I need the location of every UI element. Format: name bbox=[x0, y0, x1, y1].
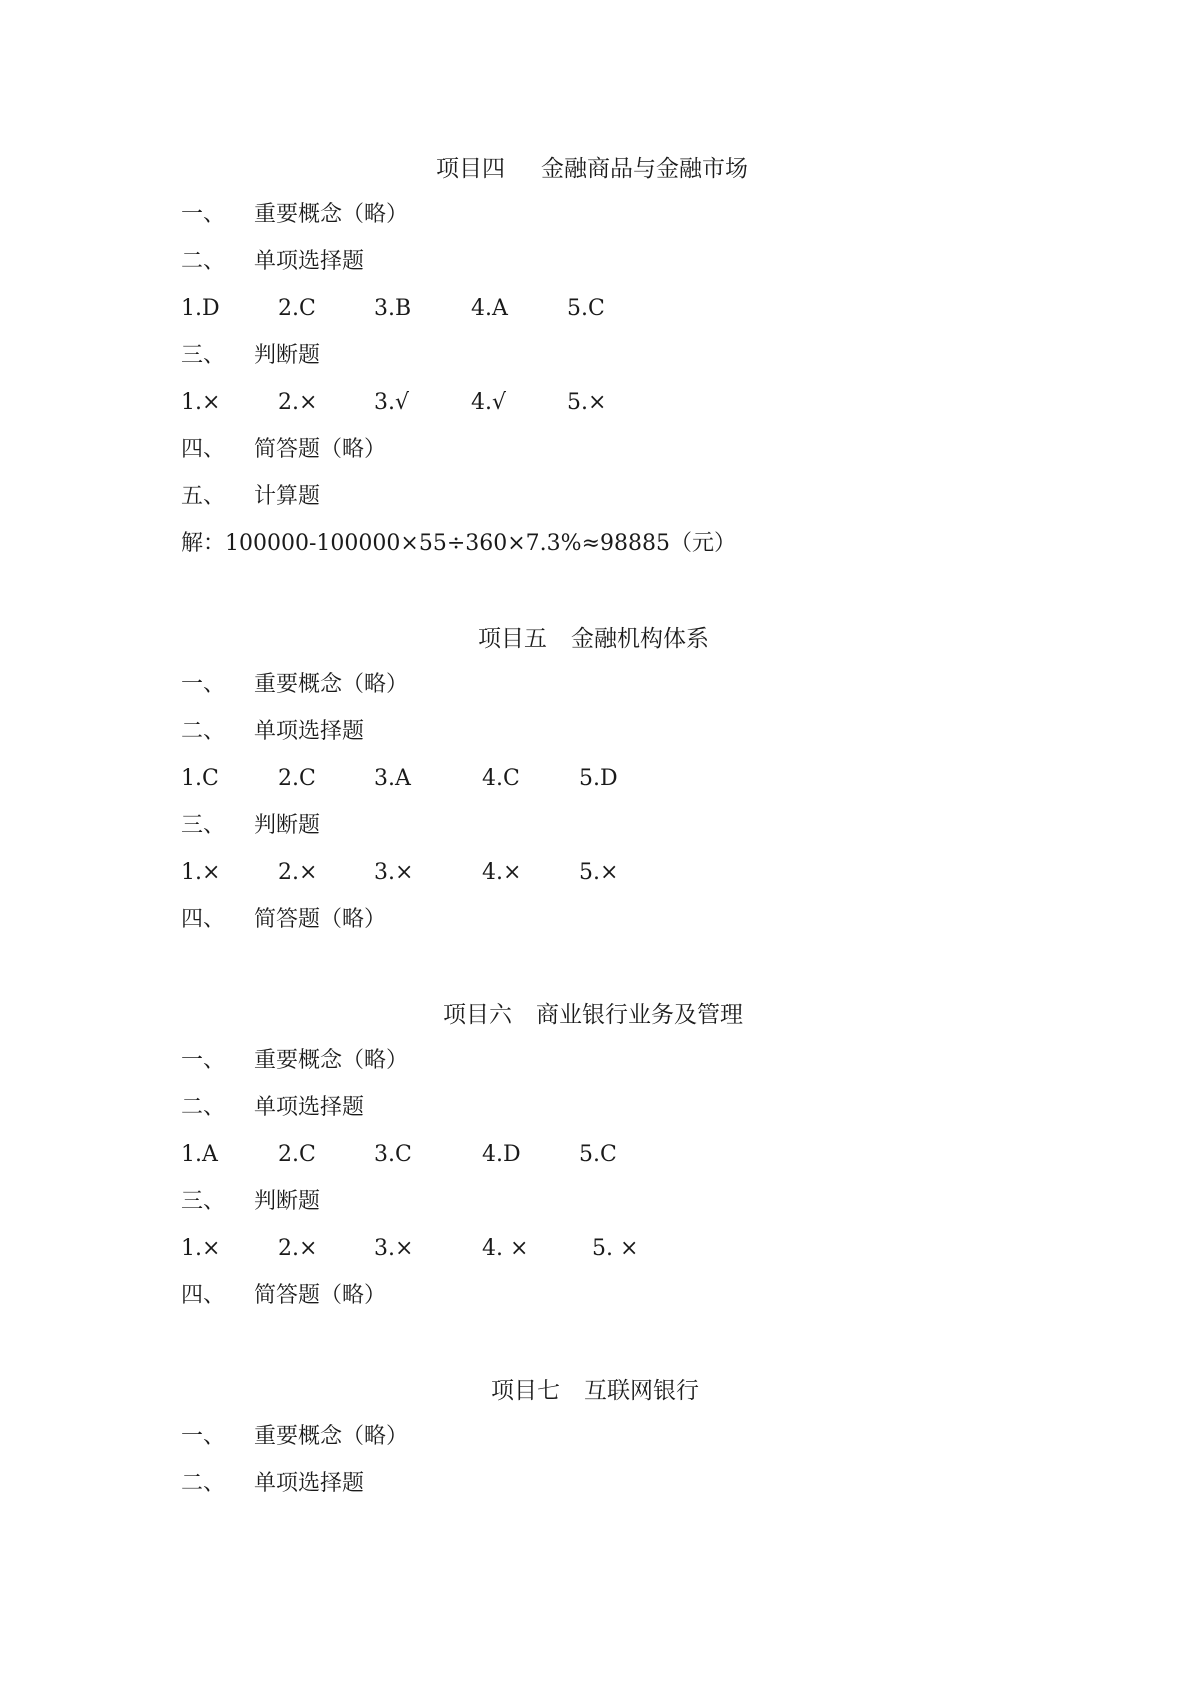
section-number: 项目四 bbox=[436, 156, 505, 182]
multiple-choice-answers bbox=[181, 1140, 781, 1170]
heading-true-false: 三、 判断题 bbox=[181, 813, 321, 838]
answer-item: 1.D bbox=[181, 296, 220, 321]
answer-item: 5.× bbox=[567, 390, 607, 415]
true-false-answers bbox=[181, 858, 781, 888]
heading-calculation: 五、 计算题 bbox=[181, 484, 321, 509]
answer-item: 2.C bbox=[278, 296, 316, 321]
heading-short-answer: 四、 简答题（略） bbox=[181, 1283, 387, 1308]
answer-item: 3.B bbox=[374, 296, 412, 321]
heading-true-false: 三、 判断题 bbox=[181, 1189, 321, 1214]
section-title bbox=[443, 999, 743, 1031]
section-name: 金融机构体系 bbox=[571, 626, 709, 652]
true-false-answers bbox=[181, 388, 781, 418]
answer-item: 2.C bbox=[278, 1142, 316, 1167]
answer-item: 5.C bbox=[579, 1142, 617, 1167]
answer-item: 4.D bbox=[482, 1142, 521, 1167]
heading-concepts: 一、 重要概念（略） bbox=[181, 1048, 409, 1073]
answer-item: 1.A bbox=[181, 1142, 218, 1167]
heading-short-answer: 四、 简答题（略） bbox=[181, 437, 387, 462]
heading-multiple-choice: 二、 单项选择题 bbox=[181, 249, 365, 274]
heading-concepts: 一、 重要概念（略） bbox=[181, 202, 409, 227]
true-false-answers bbox=[181, 1234, 781, 1264]
section-title bbox=[491, 1375, 699, 1407]
answer-item: 2.× bbox=[278, 390, 318, 415]
answer-item: 4. × bbox=[482, 1236, 529, 1261]
section-number: 项目六 bbox=[443, 1002, 512, 1028]
answer-item: 3.A bbox=[374, 766, 411, 791]
multiple-choice-answers bbox=[181, 764, 781, 794]
section-number: 项目五 bbox=[478, 626, 547, 652]
heading-multiple-choice: 二、 单项选择题 bbox=[181, 1471, 365, 1496]
answer-item: 2.× bbox=[278, 860, 318, 885]
calculation-solution: 解：100000-100000×55÷360×7.3%≈98885（元） bbox=[181, 531, 736, 556]
section-name: 商业银行业务及管理 bbox=[536, 1002, 743, 1028]
section-title bbox=[478, 623, 709, 655]
answer-item: 4.C bbox=[482, 766, 520, 791]
answer-item: 3.C bbox=[374, 1142, 412, 1167]
answer-item: 5. × bbox=[592, 1236, 639, 1261]
heading-true-false: 三、 判断题 bbox=[181, 343, 321, 368]
answer-item: 3.√ bbox=[374, 390, 410, 415]
answer-item: 5.C bbox=[567, 296, 605, 321]
answer-item: 1.× bbox=[181, 390, 221, 415]
section-number: 项目七 bbox=[491, 1378, 560, 1404]
heading-concepts: 一、 重要概念（略） bbox=[181, 672, 409, 697]
heading-short-answer: 四、 简答题（略） bbox=[181, 907, 387, 932]
answer-item: 4.√ bbox=[471, 390, 507, 415]
answer-item: 3.× bbox=[374, 860, 414, 885]
answer-item: 2.C bbox=[278, 766, 316, 791]
multiple-choice-answers bbox=[181, 294, 781, 324]
answer-item: 5.× bbox=[579, 860, 619, 885]
answer-item: 5.D bbox=[579, 766, 618, 791]
heading-multiple-choice: 二、 单项选择题 bbox=[181, 719, 365, 744]
answer-item: 1.× bbox=[181, 1236, 221, 1261]
answer-item: 1.C bbox=[181, 766, 219, 791]
section-name: 金融商品与金融市场 bbox=[541, 156, 748, 182]
section-title bbox=[436, 153, 748, 185]
section-name: 互联网银行 bbox=[584, 1378, 699, 1404]
answer-item: 3.× bbox=[374, 1236, 414, 1261]
answer-item: 1.× bbox=[181, 860, 221, 885]
answer-item: 2.× bbox=[278, 1236, 318, 1261]
answer-item: 4.A bbox=[471, 296, 508, 321]
heading-concepts: 一、 重要概念（略） bbox=[181, 1424, 409, 1449]
answer-item: 4.× bbox=[482, 860, 522, 885]
heading-multiple-choice: 二、 单项选择题 bbox=[181, 1095, 365, 1120]
